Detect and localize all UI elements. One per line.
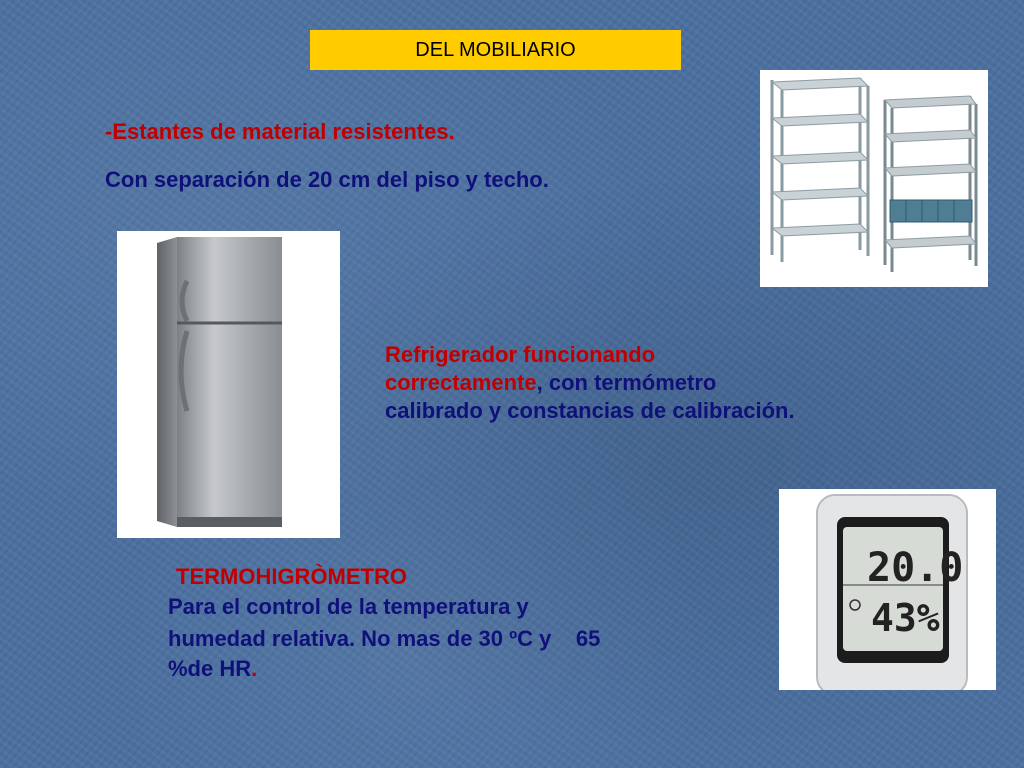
fridge-text-line3: calibrado y constancias de calibración. bbox=[385, 398, 795, 423]
shelving-image bbox=[760, 70, 988, 287]
thermo-text-line3 bbox=[168, 655, 257, 683]
shelves-text-line1: -Estantes de material resistentes. bbox=[105, 119, 455, 144]
shelves-text-line2: Con separación de 20 cm del piso y techo. bbox=[105, 167, 549, 192]
thermo-text-line3-main: %de HR bbox=[168, 656, 252, 681]
fridge-text-blue-part: , con termómetro bbox=[536, 370, 717, 395]
fridge-text-red-part: correctamente bbox=[385, 370, 537, 395]
refrigerator-image bbox=[117, 231, 340, 538]
display-temperature: 20.0 bbox=[867, 545, 964, 591]
slide-title bbox=[310, 30, 681, 70]
fridge-text-line1: Refrigerador funcionando bbox=[385, 342, 656, 367]
thermo-text-line1: Para el control de la temperatura y bbox=[168, 594, 529, 619]
thermo-text-period: . bbox=[251, 656, 258, 681]
thermo-heading: TERMOHIGRÒMETRO bbox=[176, 564, 407, 589]
thermohygrometer-image bbox=[779, 489, 996, 690]
fridge-text-line2 bbox=[385, 369, 716, 397]
thermo-text-line2: humedad relativa. No mas de 30 ºC y 65 bbox=[168, 626, 601, 651]
display-humidity: 43% bbox=[871, 596, 940, 640]
slide-title-text: DEL MOBILIARIO bbox=[415, 38, 576, 61]
